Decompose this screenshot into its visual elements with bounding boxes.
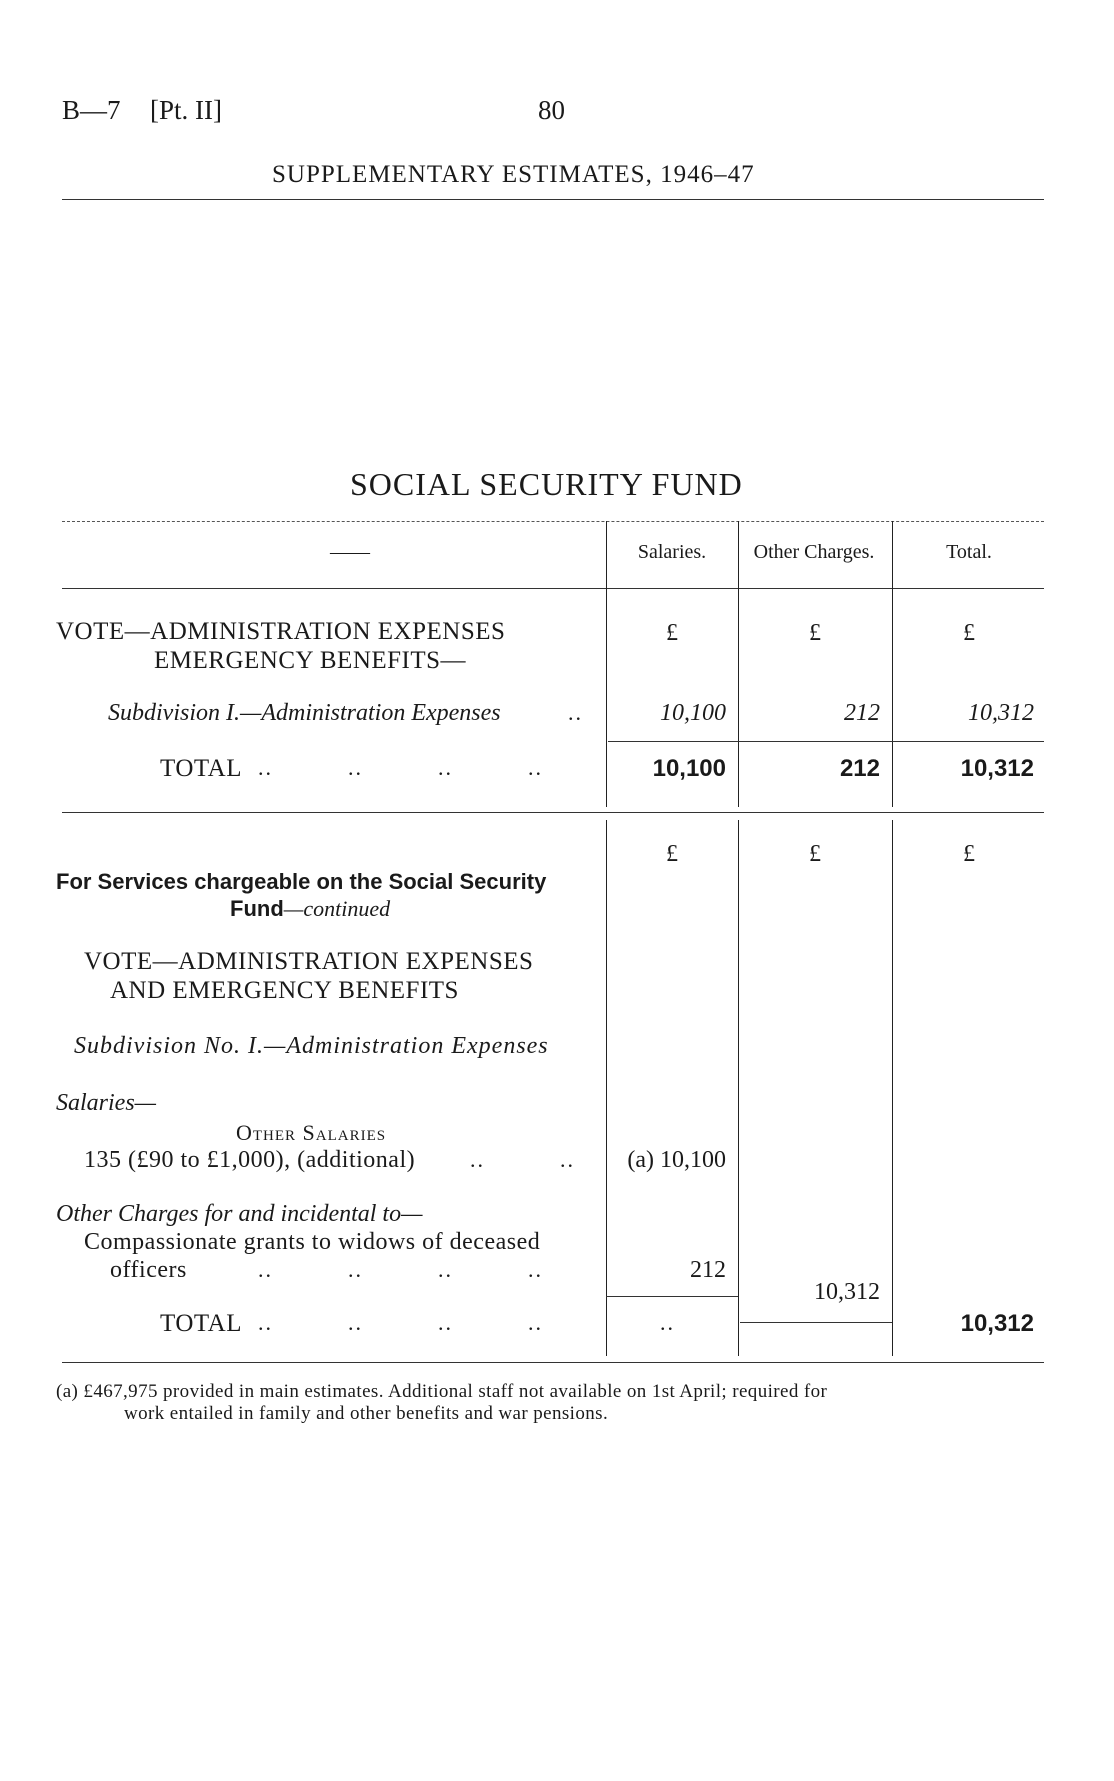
detail-heading-fund: Fund	[230, 896, 284, 921]
summary-subdivision-salaries: 10,100	[660, 700, 726, 726]
summary-vote-line2: EMERGENCY BENEFITS—	[154, 647, 467, 674]
detail-grant-line1: Compassionate grants to widows of deceased	[84, 1229, 541, 1255]
column-divider-1	[606, 521, 607, 807]
detail-other-subtotal-rule	[740, 1322, 892, 1323]
column-divider-3	[892, 521, 893, 807]
column-divider-2	[738, 521, 739, 807]
detail-bottom-rule	[62, 1362, 1044, 1363]
header-rule	[62, 199, 1044, 200]
summary-total-label: TOTAL	[160, 755, 242, 782]
detail-vote-line2: AND EMERGENCY BENEFITS	[110, 977, 459, 1004]
summary-currency-total: £	[963, 620, 975, 646]
detail-vote-line1: VOTE—ADMINISTRATION EXPENSES	[84, 948, 534, 975]
summary-subtotal-rule	[608, 741, 1044, 742]
detail-heading-line2	[230, 896, 390, 922]
page-part: [Pt. II]	[150, 95, 222, 125]
detail-salaries-heading: Salaries—	[56, 1090, 157, 1116]
summary-total-total: 10,312	[960, 755, 1034, 782]
footnote-line1: (a) £467,975 provided in main estimates. Additional staff not available on 1st April; required for	[56, 1381, 828, 1402]
column-head-label: ——	[330, 541, 370, 563]
page-ref: B—7	[62, 95, 121, 125]
summary-vote-line1: VOTE—ADMINISTRATION EXPENSES	[56, 618, 506, 645]
detail-heading-continued: —continued	[283, 896, 391, 921]
summary-total-salaries: 10,100	[652, 755, 726, 782]
detail-grant-line2: officers	[110, 1257, 187, 1283]
detail-column-divider-1	[606, 820, 607, 1356]
detail-column-divider-2	[738, 820, 739, 1356]
detail-heading-line1: For Services chargeable on the Social Security	[56, 869, 547, 894]
detail-salary-item-leader: .. ..	[470, 1147, 575, 1172]
summary-currency-other: £	[809, 620, 821, 646]
summary-total-leader: .. .. .. ..	[258, 755, 543, 780]
column-head-total: Total.	[946, 541, 992, 563]
summary-subdivision-other: 212	[844, 700, 880, 726]
footnote-line2: work entailed in family and other benefits and war pensions.	[124, 1403, 609, 1424]
detail-other-charges-subtotal: 10,312	[814, 1279, 880, 1305]
fund-title: SOCIAL SECURITY FUND	[350, 466, 743, 502]
detail-total-label: TOTAL	[160, 1310, 242, 1337]
detail-other-salaries-heading: Other Salaries	[236, 1120, 387, 1145]
detail-other-charges-heading: Other Charges for and incidental to—	[56, 1201, 423, 1227]
detail-column-divider-3	[892, 820, 893, 1356]
summary-bottom-rule	[62, 812, 1044, 813]
summary-subdivision-total: 10,312	[968, 700, 1034, 726]
column-head-rule	[62, 588, 1044, 589]
column-head-other-charges: Other Charges.	[753, 541, 875, 563]
page-number: 80	[538, 95, 565, 125]
detail-grant-value: 212	[690, 1257, 726, 1283]
column-head-salaries: Salaries.	[637, 541, 707, 563]
detail-total-total: 10,312	[960, 1310, 1034, 1337]
detail-salaries-subtotal-rule	[606, 1296, 738, 1297]
detail-total-salaries-leader: ..	[660, 1310, 675, 1335]
detail-total-leader: .. .. .. ..	[258, 1310, 543, 1335]
table-top-rule	[62, 521, 1044, 522]
detail-grant-leader: .. .. .. ..	[258, 1257, 543, 1282]
summary-subdivision-leader: ..	[568, 700, 583, 725]
detail-salary-item-value: (a) 10,100	[627, 1147, 726, 1173]
page-title: SUPPLEMENTARY ESTIMATES, 1946–47	[272, 161, 755, 188]
summary-subdivision-label: Subdivision I.—Administration Expenses	[108, 700, 501, 726]
detail-currency-other: £	[809, 841, 821, 867]
detail-currency-salaries: £	[666, 841, 678, 867]
detail-salary-item: 135 (£90 to £1,000), (additional)	[84, 1147, 416, 1173]
summary-total-other: 212	[839, 755, 880, 782]
summary-currency-salaries: £	[666, 620, 678, 646]
detail-currency-total: £	[963, 841, 975, 867]
detail-subdivision-label: Subdivision No. I.—Administration Expenses	[74, 1033, 549, 1059]
